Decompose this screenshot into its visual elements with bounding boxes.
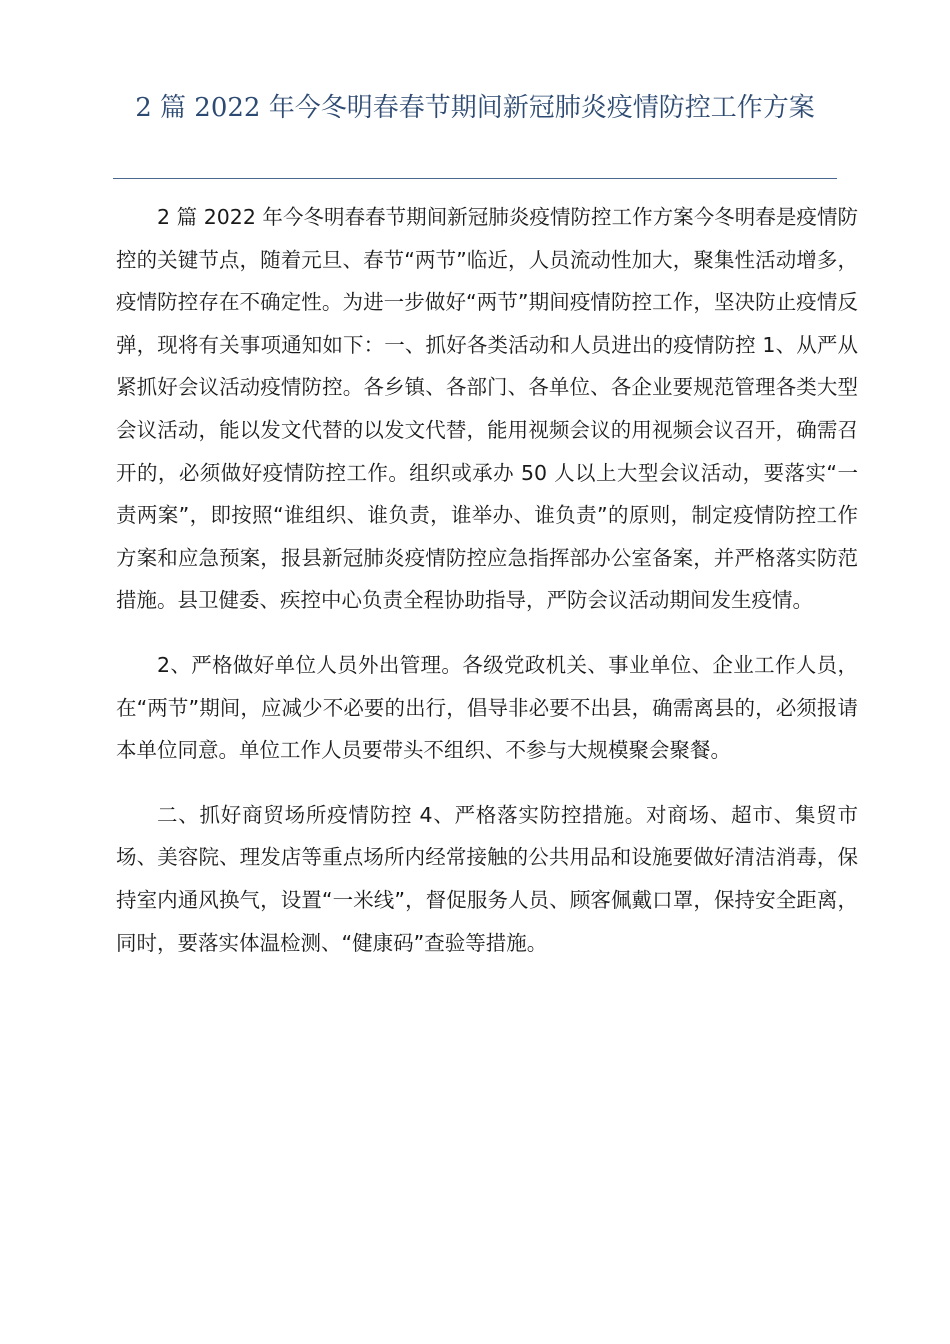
title-divider: [113, 178, 837, 179]
document-body: [116, 196, 858, 986]
document-title: 2 篇 2022 年今冬明春春节期间新冠肺炎疫情防控工作方案: [135, 93, 815, 123]
body-paragraph-1: 2 篇 2022 年今冬明春春节期间新冠肺炎疫情防控工作方案今冬明春是疫情防控的关键节点，随着元旦、春节“两节”临近，人员流动性加大，聚集性活动增多，疫情防控存在不确定性。为进一步做好“两节”期间疫情防控工作，坚决防止疫情反弹，现将有关事项通知如下：一、抓好各类活动和人员进出的疫情防控 1、从严从紧抓好会议活动疫情防控。各乡镇、各部门、各单位、各企业要规范管理各类大型会议活动，能以发文代替的以发文代替，能用视频会议的用视频会议召开，确需召开的，必须做好疫情防控工作。组织或承办 50 人以上大型会议活动，要落实“一责两案”，即按照“谁组织、谁负责，谁举办、谁负责”的原则，制定疫情防控工作方案和应急预案，报县新冠肺炎疫情防控应急指挥部办公室备案，并严格落实防范措施。县卫健委、疾控中心负责全程协助指导，严防会议活动期间发生疫情。: [116, 205, 858, 613]
body-paragraph-2: 2、严格做好单位人员外出管理。各级党政机关、事业单位、企业工作人员，在“两节”期间，应减少不必要的出行，倡导非必要不出县，确需离县的，必须报请本单位同意。单位工作人员要带头不组织、不参与大规模聚会聚餐。: [116, 652, 858, 763]
body-paragraph-3: 二、抓好商贸场所疫情防控 4、严格落实防控措施。对商场、超市、集贸市场、美容院、理发店等重点场所内经常接触的公共用品和设施要做好清洁消毒，保持室内通风换气，设置“一米线”，督促服务人员、顾客佩戴口罩，保持安全距离，同时，要落实体温检测、“健康码”查验等措施。: [116, 802, 858, 955]
